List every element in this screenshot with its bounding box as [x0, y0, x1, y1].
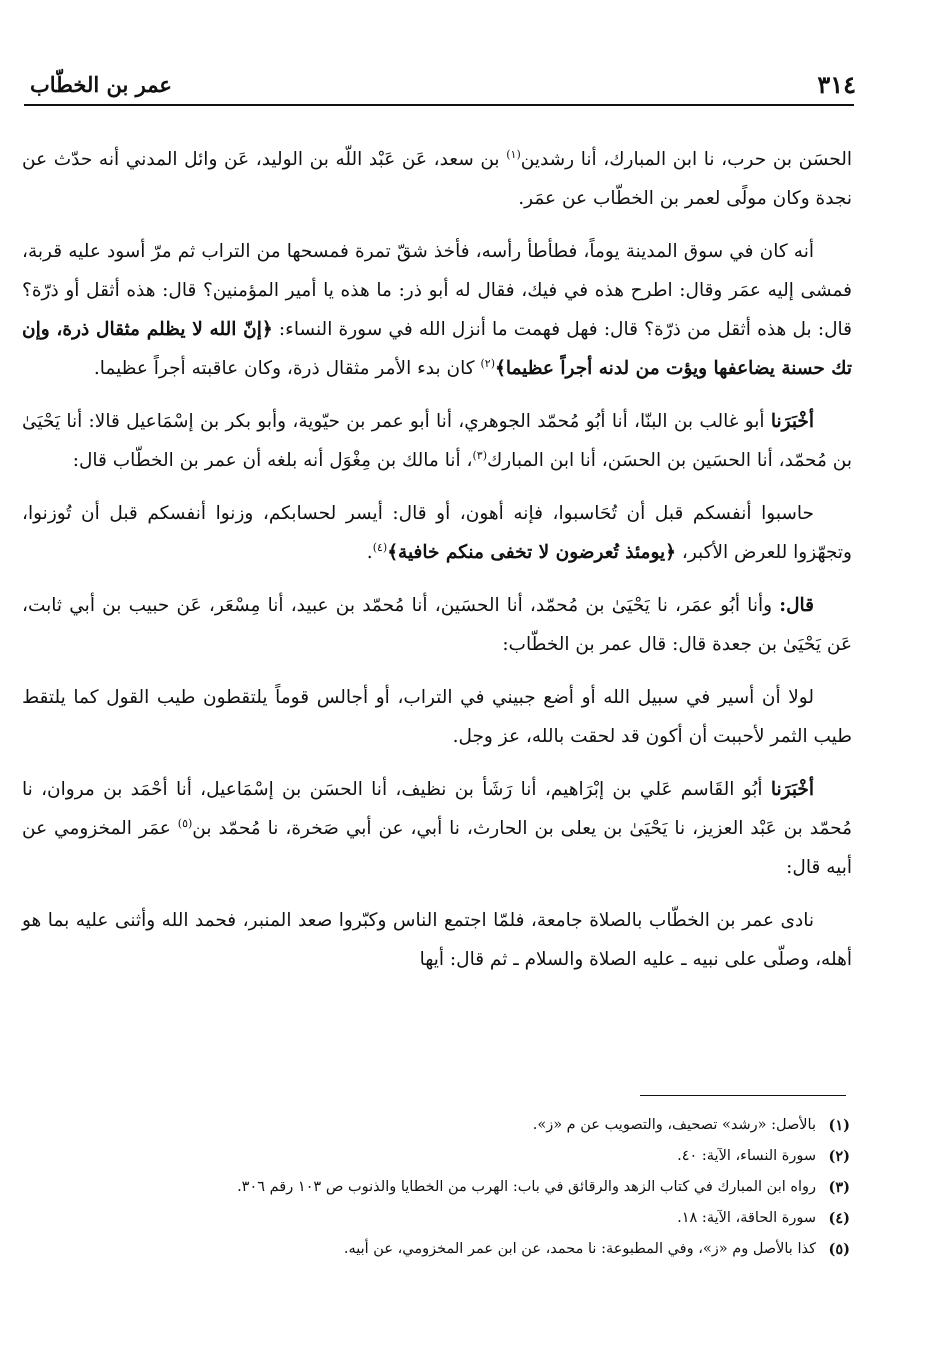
footnote-text: سورة النساء، الآية: ٤٠.	[677, 1148, 816, 1164]
page-number: ٣١٤	[817, 69, 856, 99]
footnote-text: سورة الحاقة، الآية: ١٨.	[677, 1210, 816, 1226]
paragraph-3: أخْبَرَنا أبو غالب بن البنّا، أنا أبُو مُحمّد الجوهري، أنا أبو عمر بن حيّوية، وأبو بكر بن إسْمَاعيل قالا: أنا يَحْيَىٰ بن مُحمّد، أنا الحسَين بن الحسَن، أنا ابن المبارك$^{(٣)}$، أنا مالك بن مِغْوَل أنه بلغه أن عمر بن الخطّاب قال:	[22, 411, 852, 471]
footnote-separator	[640, 1095, 846, 1096]
paragraph-5: قال: وأنا أبُو عمَر، نا يَحْيَىٰ بن مُحمّد، أنا الحسَين، أنا مُحمّد بن عبيد، أنا مِسْعَر، عَن حبيب بن أبي ثابت، عَن يَحْيَىٰ بن جعدة قال: قال عمر بن الخطّاب:	[22, 595, 852, 655]
quran-verse-2: ﴿يومئذ تُعرضون لا تخفى منكم خافية﴾	[387, 542, 676, 563]
footnote-text: كذا بالأصل وم «ز»، وفي المطبوعة: نا محمد، عن ابن عمر المخزومي، عن أبيه.	[343, 1241, 816, 1257]
paragraph-6: لولا أن أسير في سبيل الله أو أضع جبيني في التراب، أو أجالس قوماً يلتقطون طيب القول كما يلتقط طيب الثمر لأحببت أن أكون قد لحقت بالله، عز وجل.	[22, 687, 852, 747]
main-text	[22, 140, 852, 993]
footnote-ref-5: (٥)	[177, 816, 193, 830]
footnote-ref-1: (١)	[506, 147, 521, 161]
footnote-ref-2: (٢)	[480, 356, 495, 370]
paragraph-7: أخْبَرَنا أبُو القَاسم عَلي بن إبْرَاهيم، أنا رَشَأ بن نظيف، أنا الحسَن بن إسْمَاعيل، أنا أحْمَد بن مروان، نا مُحمّد بن عَبْد العزيز، نا يَحْيَىٰ بن يعلى بن الحارث، نا أبي، عن أبي صَخرة، نا مُحمّد بن$^{(٥)}$ عمَر المخزومي عن أبيه قال:	[22, 779, 852, 878]
footnote-ref-4: (٤)	[372, 540, 388, 554]
footnote-number: (٢)	[828, 1148, 850, 1165]
footnote-text: رواه ابن المبارك في كتاب الزهد والرقائق في باب: الهرب من الخطايا والذنوب ص ١٠٣ رقم ٣٠٦.	[237, 1179, 816, 1195]
footnote-number: (٣)	[828, 1179, 850, 1196]
footnote-ref-3: (٣)	[472, 448, 487, 462]
footnote-number: (٤)	[828, 1210, 850, 1227]
footnote-number: (١)	[828, 1117, 850, 1134]
footnote-4	[60, 1203, 850, 1234]
footnote-5	[60, 1234, 850, 1265]
paragraph-8: نادى عمر بن الخطّاب بالصلاة جامعة، فلمّا اجتمع الناس وكبّروا صعد المنبر، فحمد الله وأثنى عليه بما هو أهله، وصلّى على نبيه ـ عليه الصلاة والسلام ـ ثم قال: أيها	[22, 910, 852, 970]
footnote-2	[60, 1141, 850, 1172]
footnote-1	[60, 1110, 850, 1141]
page-header	[30, 66, 856, 102]
paragraph-4: حاسبوا أنفسكم قبل أن تُحَاسبوا، فإنه أهون، أو قال: أيسر لحسابكم، وزنوا أنفسكم قبل أن تُوزنوا، وتجهّزوا للعرض الأكبر، ﴿يومئذ تُعرضون لا تخفى منكم خافية﴾$^{(٤)}$.	[22, 503, 852, 563]
isnad-lead: أخْبَرَنا	[770, 779, 814, 800]
footnote-number: (٥)	[828, 1241, 850, 1258]
footnotes	[60, 1110, 850, 1265]
footnote-3	[60, 1172, 850, 1203]
footnote-text: بالأصل: «رشد» تصحيف، والتصويب عن م «ز».	[532, 1117, 816, 1133]
header-rule	[24, 104, 854, 106]
quran-verse-1: ﴿إنّ الله لا يظلم مثقال ذرة، وإن تك حسنة يضاعفها ويؤت من لدنه أجراً عظيما﴾	[22, 319, 852, 379]
running-title: عمر بن الخطّاب	[30, 71, 172, 97]
isnad-lead: أخْبَرَنا	[770, 411, 814, 432]
paragraph-2: أنه كان في سوق المدينة يوماً، فطأطأ رأسه، فأخذ شقّ تمرة فمسحها من التراب ثم مرّ أسود عليه قربة، فمشى إليه عمَر وقال: اطرح هذه في فيك، فقال له أبو ذر: ما هذه يا أمير المؤمنين؟ قال: هذه أثقل أو ذرّة؟ قال: بل هذه أثقل من ذرّة؟ قال: فهل فهمت ما أنزل الله في سورة النساء: ﴿إنّ الله لا يظلم مثقال ذرة، وإن تك حسنة يضاعفها ويؤت من لدنه أجراً عظيما﴾$^{(٢)}$ كان بدء الأمر مثقال ذرة، وكان عاقبته أجراً عظيما.	[22, 241, 853, 379]
paragraph-1: الحسَن بن حرب، نا ابن المبارك، أنا رشدين$^{(١)}$ بن سعد، عَن عَبْد اللّه بن الوليد، عَن وائل المدني أنه حدّث عن نجدة وكان مولًى لعمر بن الخطّاب عن عمَر.	[22, 147, 852, 209]
isnad-lead: قال:	[779, 595, 814, 616]
